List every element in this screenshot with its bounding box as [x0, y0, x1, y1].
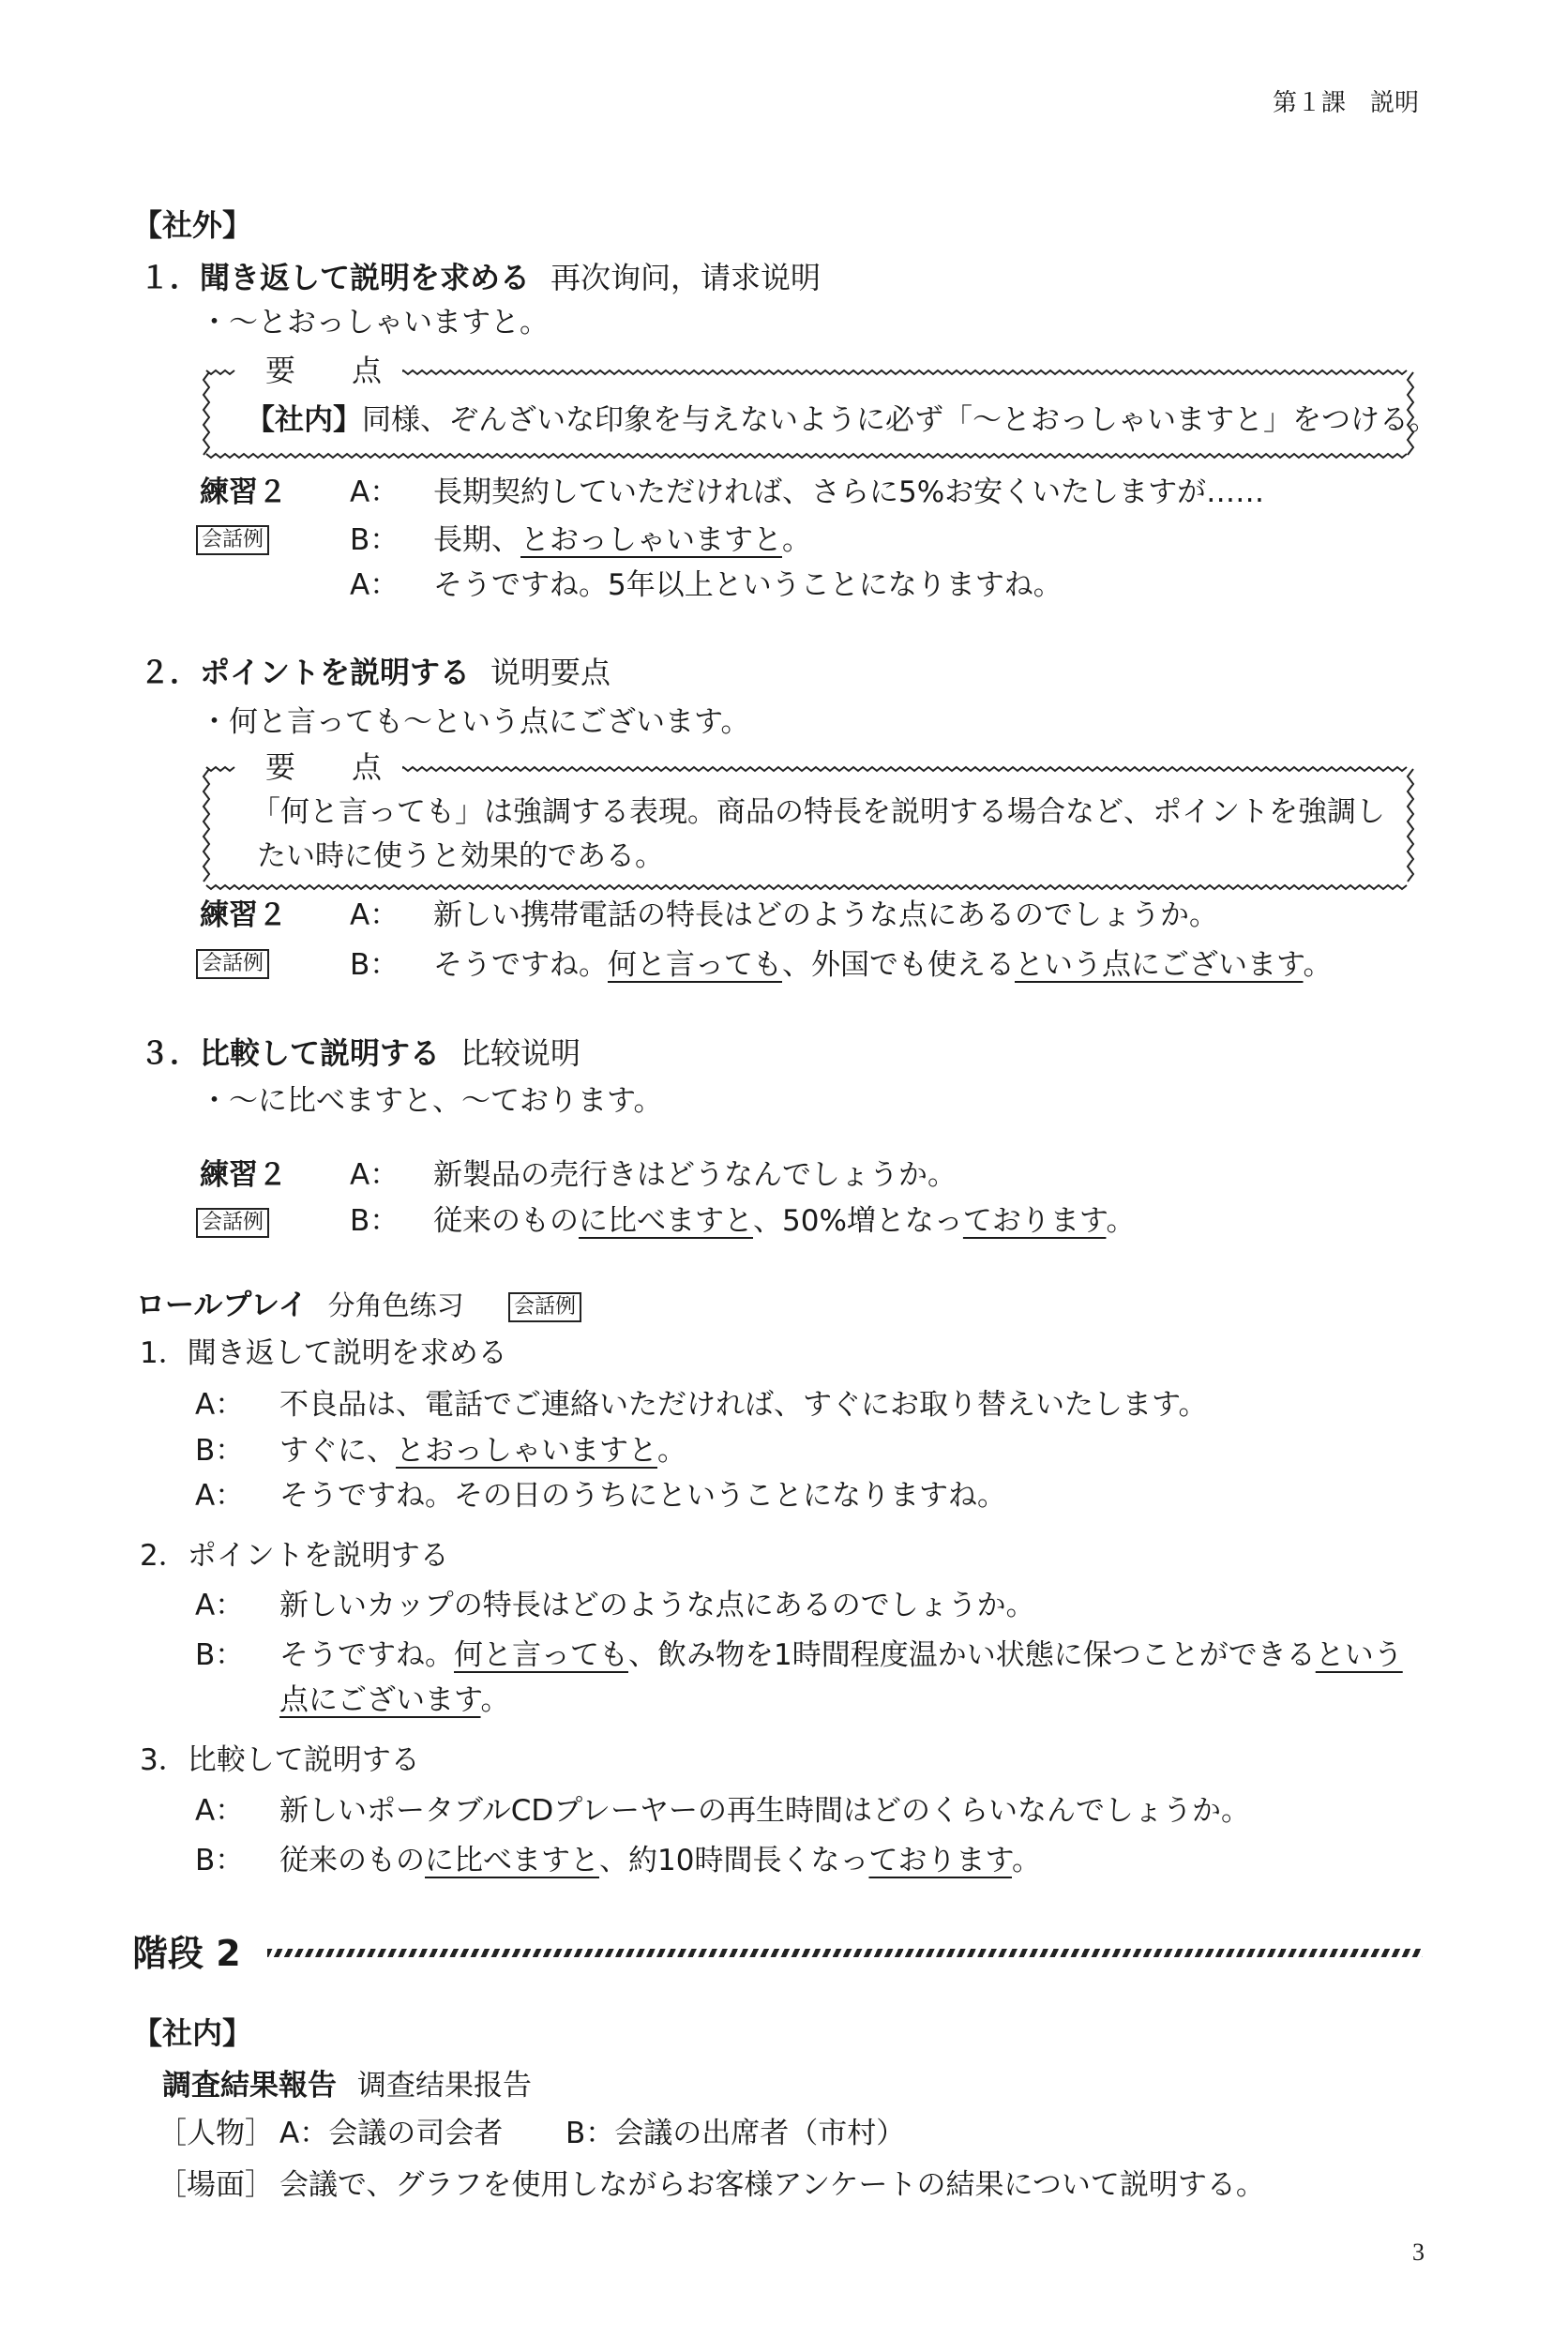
- speaker: B：: [195, 1434, 245, 1468]
- text-plain: 、約10時間長くなっ: [599, 1844, 869, 1877]
- text-plain: 。: [1011, 1844, 1041, 1877]
- item1-subtitle-zh: 再次询问，请求说明: [550, 260, 822, 295]
- item2-pattern: ・何と言っても～という点にございます。: [200, 705, 750, 739]
- speaker: B：: [195, 1844, 245, 1877]
- dialogue-text: 新しい携帯電話の特長はどのような点にあるのでしょうか。: [433, 898, 1218, 932]
- text-plain: 従来のもの: [433, 1204, 579, 1238]
- section-label-internal: 【社内】: [132, 2015, 253, 2051]
- text-underlined: とおっしゃいますと: [396, 1434, 657, 1468]
- item3-heading: [140, 1034, 580, 1072]
- text-plain: 、外国でも使える: [782, 948, 1015, 982]
- dialogue-text: [279, 1636, 1403, 1674]
- speaker: A：: [350, 568, 400, 602]
- dialogue-text: [433, 1202, 1135, 1240]
- speaker: A：: [195, 1479, 245, 1513]
- text-plain: すぐに、: [279, 1434, 396, 1468]
- scene-label: ［場面］: [158, 2168, 274, 2202]
- item2-heading: [140, 654, 611, 691]
- dialogue-text: 長期契約していただければ、さらに5%お安くいたしますが……: [433, 475, 1265, 509]
- dialogue-text: 不良品は、電話でご連絡いただければ、すぐにお取り替えいたします。: [279, 1388, 1208, 1422]
- stage-divider-bar: [267, 1949, 1423, 1957]
- text-plain: そうですね。: [279, 1638, 454, 1672]
- text-plain: 。: [1106, 1204, 1136, 1238]
- practice-label: 練習２: [200, 898, 287, 932]
- text-underlined: に比べますと: [579, 1204, 753, 1238]
- speaker: B：: [350, 523, 400, 557]
- text-underlined: 何と言っても: [608, 948, 782, 982]
- item3-subtitle-zh: 比较说明: [460, 1035, 581, 1071]
- roleplay-title: ロールプレイ: [136, 1289, 308, 1322]
- item1-number: １．: [140, 260, 201, 295]
- character-a: A：会議の司会者: [279, 2117, 504, 2150]
- text-underlined: に比べますと: [425, 1844, 599, 1877]
- scene-text: 会議で、グラフを使用しながらお客様アンケートの結果について説明する。: [279, 2168, 1265, 2202]
- text-plain: 。: [1303, 948, 1333, 982]
- characters-label: ［人物］: [158, 2117, 274, 2150]
- item1-pattern: ・～とおっしゃいますと。: [200, 306, 549, 339]
- character-b: B：会議の出席者（市村）: [565, 2117, 906, 2150]
- item2-keypoint-line1: 「何と言っても」は強調する表現。商品の特長を説明する場合など、ポイントを強調し: [251, 795, 1385, 829]
- example-badge: 会話例: [196, 1208, 269, 1238]
- speaker: B：: [195, 1638, 245, 1672]
- text-plain: 従来のもの: [279, 1844, 425, 1877]
- speaker: A：: [195, 1794, 245, 1828]
- text-plain: 。: [657, 1434, 686, 1468]
- speaker: A：: [350, 475, 400, 509]
- keypoint-tag: 【社内】: [246, 403, 362, 437]
- text-underlined: 点にございます: [279, 1683, 481, 1717]
- roleplay2-heading: 2．ポイントを説明する: [140, 1539, 449, 1573]
- item1-keypoint-label: 要 点: [258, 352, 402, 389]
- dialogue-text: そうですね。その日のうちにということになりますね。: [279, 1479, 1006, 1513]
- text-plain: 。: [480, 1683, 510, 1717]
- dialogue-line: [350, 474, 399, 511]
- text-underlined: とおっしゃいますと: [520, 523, 782, 557]
- speaker: A：: [195, 1388, 245, 1422]
- text-underlined: という: [1315, 1638, 1403, 1672]
- task-subtitle-zh: 调查结果报告: [357, 2069, 532, 2103]
- item2-keypoint-line2: たい時に使うと効果的である。: [257, 839, 664, 873]
- item3-title: 比較して説明する: [200, 1035, 441, 1071]
- roleplay-subtitle-zh: 分角色练习: [327, 1289, 464, 1321]
- speaker: B：: [350, 948, 400, 982]
- item3-pattern: ・～に比べますと、～ております。: [200, 1084, 663, 1118]
- text-plain: 。: [782, 523, 811, 557]
- dialogue-text: そうですね。5年以上ということになりますね。: [433, 568, 1063, 602]
- speaker: A：: [350, 1158, 400, 1192]
- dialogue-text: [279, 1842, 1041, 1879]
- text-underlined: ております: [868, 1844, 1012, 1877]
- roleplay-heading: [136, 1287, 464, 1324]
- task-title: 調査結果報告: [162, 2069, 337, 2103]
- example-badge: 会話例: [196, 525, 269, 555]
- item1-keypoint-text: [246, 401, 1438, 439]
- roleplay1-heading: 1．聞き返して説明を求める: [140, 1336, 507, 1370]
- dialogue-text: 新製品の売行きはどうなんでしょうか。: [433, 1158, 957, 1192]
- item1-heading: [140, 259, 821, 296]
- text-plain: 、50%増となっ: [753, 1204, 963, 1238]
- roleplay-badge: 会話例: [508, 1292, 581, 1322]
- item2-number: ２．: [140, 655, 201, 690]
- item1-title: 聞き返して説明を求める: [200, 260, 531, 295]
- item3-number: ３．: [140, 1035, 201, 1071]
- text-underlined: という点にございます: [1015, 948, 1304, 982]
- text-underlined: ております: [962, 1204, 1107, 1238]
- dialogue-text: 新しいカップの特長はどのような点にあるのでしょうか。: [279, 1589, 1035, 1622]
- running-title: 第１課 説明: [1273, 89, 1420, 117]
- text-underlined: 何と言っても: [454, 1638, 628, 1672]
- roleplay3-heading: 3．比較して説明する: [140, 1743, 420, 1777]
- stage2-title: 階段 2: [132, 1933, 241, 1974]
- practice-label: 練習２: [200, 475, 287, 509]
- text-plain: 長期、: [433, 523, 520, 557]
- dialogue-text-continued: [279, 1681, 510, 1719]
- item2-keypoint-label: 要 点: [258, 748, 402, 786]
- keypoint-body: 同様、ぞんざいな印象を与えないように必ず「～とおっしゃいますと」をつける。: [362, 403, 1438, 437]
- dialogue-text: [433, 521, 811, 559]
- example-badge: 会話例: [196, 949, 269, 979]
- dialogue-text: 新しいポータブルCDプレーヤーの再生時間はどのくらいなんでしょうか。: [279, 1794, 1251, 1828]
- item2-subtitle-zh: 说明要点: [490, 655, 611, 690]
- practice-label: 練習２: [200, 1158, 287, 1192]
- item2-title: ポイントを説明する: [200, 655, 471, 690]
- page-number: 3: [1412, 2239, 1425, 2266]
- speaker: A：: [350, 898, 400, 932]
- section-label-external: 【社外】: [132, 207, 253, 243]
- dialogue-text: [433, 946, 1333, 984]
- dialogue-text: [279, 1432, 686, 1470]
- speaker: A：: [195, 1589, 245, 1622]
- text-plain: そうですね。: [433, 948, 608, 982]
- text-plain: 、飲み物を1時間程度温かい状態に保つことができる: [628, 1638, 1316, 1672]
- speaker: B：: [350, 1204, 400, 1238]
- task-heading: [162, 2067, 532, 2104]
